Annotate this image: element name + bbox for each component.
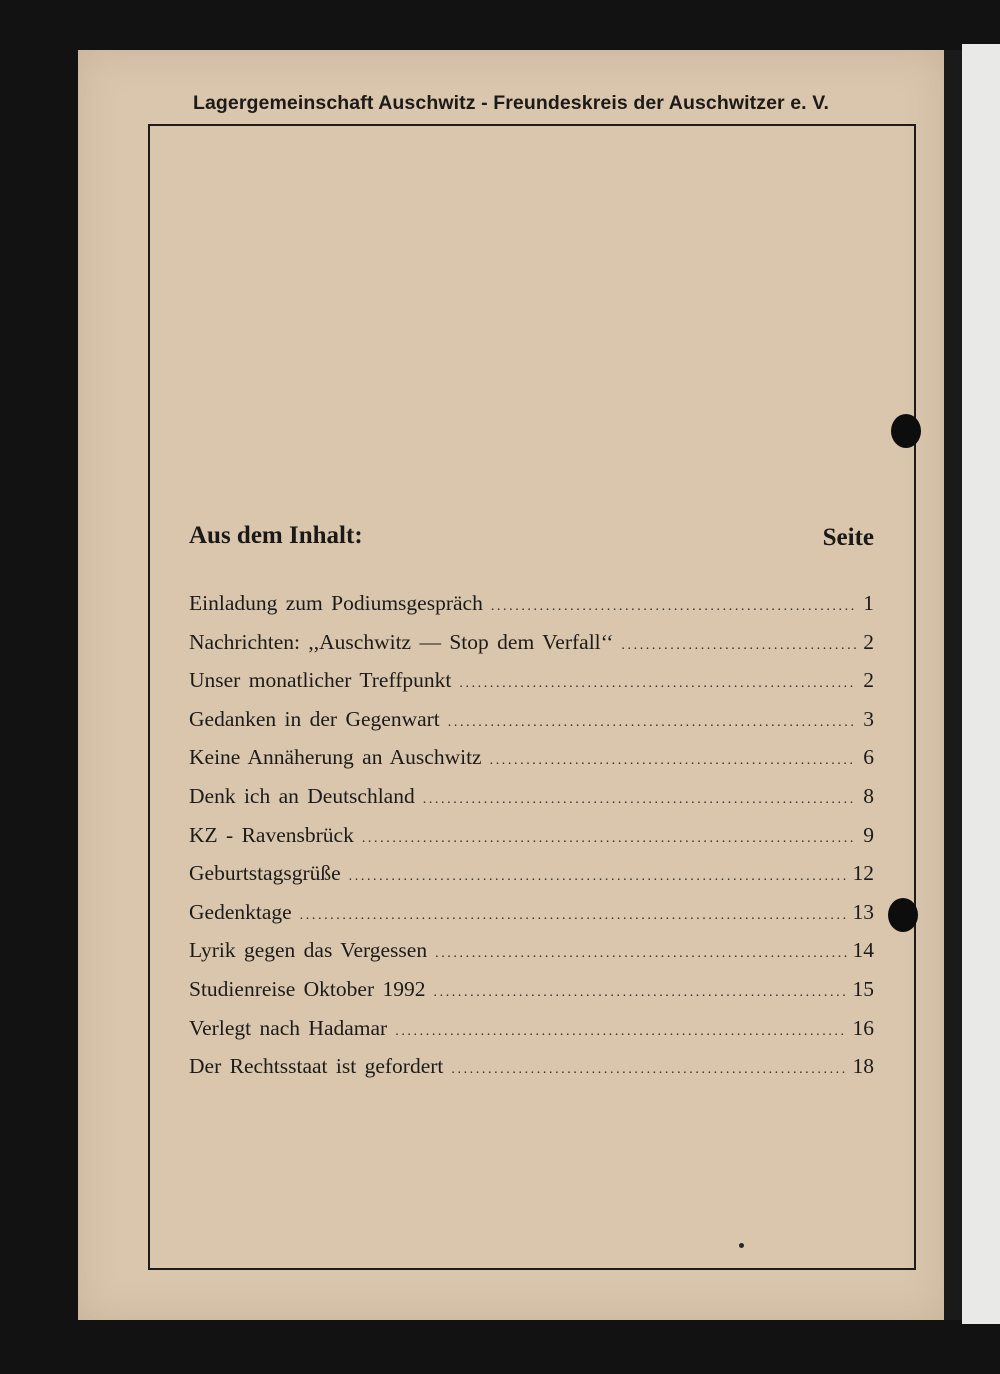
toc-entry-page: 15	[852, 976, 874, 1001]
toc-entry	[189, 707, 874, 746]
toc-entry-title: Der Rechtsstaat ist gefordert	[189, 1054, 444, 1079]
toc-entry-title: Unser monatlicher Treffpunkt	[189, 668, 452, 693]
toc-entry-page: 9	[863, 822, 874, 847]
toc-entry-page: 6	[863, 745, 874, 770]
toc-entry-page: 14	[852, 938, 874, 963]
toc-dot-leader	[434, 986, 847, 1000]
toc-page-column-heading: Seite	[822, 524, 874, 551]
toc-entry-page: 18	[852, 1054, 874, 1079]
toc-entry-page: 16	[852, 1015, 874, 1040]
next-page-edge	[962, 44, 1000, 1324]
toc-entry-page: 1	[863, 591, 874, 615]
toc-dot-leader	[451, 1063, 846, 1077]
toc-entry-title: Lyrik gegen das Vergessen	[189, 938, 428, 963]
toc-dot-leader	[491, 600, 856, 614]
toc-entry-title: Gedenktage	[189, 899, 292, 924]
toc-dot-leader	[490, 754, 856, 768]
toc-dot-leader	[362, 832, 856, 846]
toc-dot-leader	[621, 639, 856, 653]
punch-hole-upper	[891, 414, 921, 448]
toc-entry	[189, 977, 874, 1016]
toc-entry	[189, 900, 874, 939]
toc-entry-title: Nachrichten: ,,Auschwitz — Stop dem Verfall‘‘	[189, 629, 614, 654]
toc-dot-leader	[423, 793, 856, 807]
toc-entry	[189, 938, 874, 977]
toc-dot-leader	[349, 870, 847, 884]
toc-entry-page: 13	[852, 899, 874, 924]
toc-entry	[189, 1016, 874, 1055]
toc-entry	[189, 1054, 874, 1093]
toc-entry-title: Verlegt nach Hadamar	[189, 1015, 388, 1040]
toc-dot-leader	[300, 909, 847, 923]
toc-entry-title: Denk ich an Deutschland	[189, 783, 415, 808]
paper-speck	[739, 1243, 744, 1248]
organization-header: Lagergemeinschaft Auschwitz - Freundeskreis der Auschwitzer e. V.	[192, 92, 830, 114]
toc-dot-leader	[435, 947, 846, 961]
toc-heading: Aus dem Inhalt:	[189, 522, 363, 549]
toc-entry	[189, 861, 874, 900]
toc-entry-title: Einladung zum Podiumsgespräch	[189, 591, 483, 615]
punch-hole-lower	[888, 898, 918, 932]
toc-entry	[189, 668, 874, 707]
table-of-contents	[189, 591, 874, 1093]
toc-entry-title: Studienreise Oktober 1992	[189, 976, 426, 1001]
toc-entry	[189, 591, 874, 630]
toc-entry-page: 12	[852, 861, 874, 886]
toc-dot-leader	[459, 677, 856, 691]
toc-entry-title: Keine Annäherung an Auschwitz	[189, 745, 482, 770]
page-gap	[944, 50, 962, 1320]
toc-entry-page: 2	[863, 629, 874, 654]
toc-entry-page: 2	[863, 668, 874, 693]
toc-entry-title: Gedanken in der Gegenwart	[189, 706, 440, 731]
toc-entry-page: 3	[863, 706, 874, 731]
toc-entry	[189, 784, 874, 823]
toc-entry	[189, 745, 874, 784]
toc-entry-page: 8	[863, 783, 874, 808]
toc-entry	[189, 630, 874, 669]
toc-entry-title: KZ - Ravensbrück	[189, 822, 354, 847]
toc-dot-leader	[395, 1025, 846, 1039]
toc-entry-title: Geburtstagsgrüße	[189, 861, 341, 886]
toc-dot-leader	[448, 716, 856, 730]
toc-entry	[189, 823, 874, 862]
